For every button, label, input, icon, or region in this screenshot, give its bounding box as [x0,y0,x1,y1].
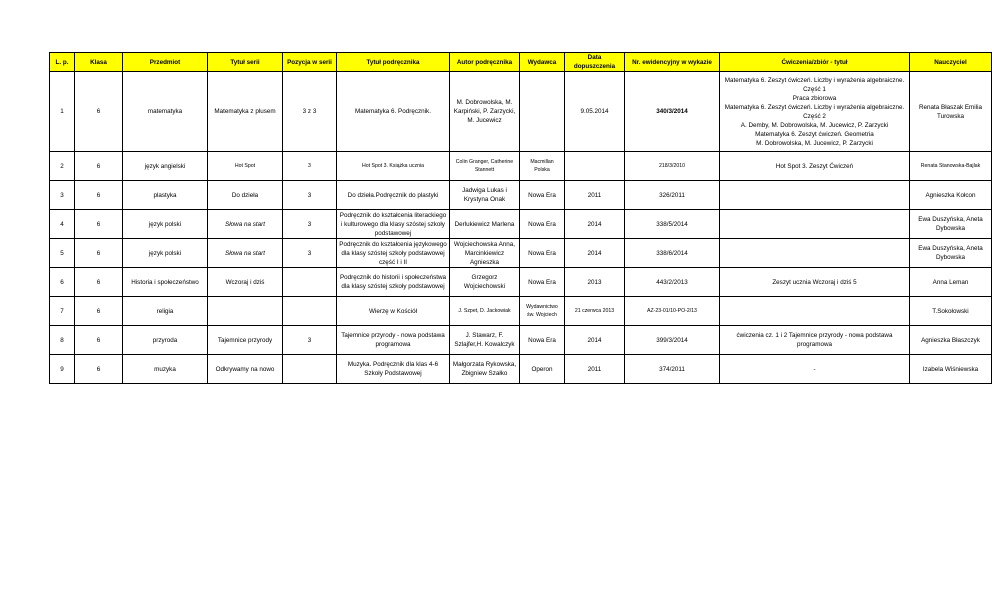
cell-wydawca: Wydawnictwo św. Wojciech [520,297,565,326]
cell-cwiczenia: - [720,355,910,384]
cell-klasa: 6 [75,210,123,239]
cell-lp: 7 [50,297,75,326]
cell-pozycja: 3 [283,326,337,355]
cell-pozycja [283,355,337,384]
cell-autor: Grzegorz Wojciechowski [450,268,520,297]
cell-cwiczenia: Hot Spot 3. Zeszyt Ćwiczeń [720,152,910,181]
cell-autor: Małgorzata Rykowska, Zbigniew Szałko [450,355,520,384]
cell-tytul-serii: Słowa na start [208,210,283,239]
cell-nauczyciel: Anna Leman [910,268,992,297]
cell-lp: 9 [50,355,75,384]
cell-cwiczenia [720,239,910,268]
cell-klasa: 6 [75,72,123,152]
cell-tytul-podrecznika: Hot Spot 3. Książka ucznia [337,152,450,181]
cell-tytul-podrecznika: Muzyka. Podręcznik dla klas 4-6 Szkoły Podstawowej [337,355,450,384]
cell-nauczyciel: Ewa Duszyńska, Aneta Dybowska [910,239,992,268]
cell-data: 2014 [565,239,625,268]
cell-autor: M. Dobrowolska, M. Karpiński, P. Zarzycki, M. Jucewicz [450,72,520,152]
cell-tytul-serii: Wczoraj i dziś [208,268,283,297]
cell-nr-ewidencyjny: 338/6/2014 [625,239,720,268]
table-row [50,268,992,297]
cell-data: 2014 [565,210,625,239]
table-row [50,239,992,268]
cell-wydawca: Macmillan Polska [520,152,565,181]
header-tytul-podrecznika: Tytuł podręcznika [337,53,450,72]
header-autor: Autor podręcznika [450,53,520,72]
table-row [50,72,992,152]
cell-przedmiot: muzyka [123,355,208,384]
cell-cwiczenia: ćwiczenia cz. 1 i 2 Tajemnice przyrody - nowa podstawa programowa [720,326,910,355]
cell-nr-ewidencyjny: 374/2011 [625,355,720,384]
header-przedmiot: Przedmiot [123,53,208,72]
cell-przedmiot: język polski [123,239,208,268]
cell-wydawca: Nowa Era [520,210,565,239]
cell-tytul-serii: Do dzieła [208,181,283,210]
cell-data: 9.05.2014 [565,72,625,152]
cell-nauczyciel: T.Sokołowski [910,297,992,326]
cell-klasa: 6 [75,326,123,355]
cell-klasa: 6 [75,239,123,268]
cell-przedmiot: Historia i społeczeństwo [123,268,208,297]
cell-nr-ewidencyjny: 443/2/2013 [625,268,720,297]
cell-nauczyciel: Agnieszka Kołcon [910,181,992,210]
cell-przedmiot: przyroda [123,326,208,355]
cell-wydawca: Nowa Era [520,268,565,297]
cell-klasa: 6 [75,181,123,210]
table-row [50,297,992,326]
cell-autor: J. Stawarz, F. Szlajfer,H. Kowalczyk [450,326,520,355]
cell-klasa: 6 [75,268,123,297]
cell-nauczyciel: Izabela Wiśniewska [910,355,992,384]
cell-wydawca [520,72,565,152]
cell-cwiczenia [720,297,910,326]
cell-wydawca: Operon [520,355,565,384]
cell-pozycja [283,268,337,297]
cell-pozycja [283,297,337,326]
cell-pozycja: 3 [283,239,337,268]
cell-data [565,152,625,181]
cell-nr-ewidencyjny: 326/2011 [625,181,720,210]
cell-cwiczenia: Zeszyt ucznia Wczoraj i dziś 5 [720,268,910,297]
header-nr-ewidencyjny: Nr. ewidencyjny w wykazie [625,53,720,72]
cell-lp: 4 [50,210,75,239]
cell-lp: 3 [50,181,75,210]
textbook-table [49,52,992,384]
cell-tytul-podrecznika: Wierzę w Kościół [337,297,450,326]
cell-autor: Derlukiewicz Marlena [450,210,520,239]
cell-klasa: 6 [75,152,123,181]
cell-tytul-serii: Tajemnice przyrody [208,326,283,355]
cell-przedmiot: język angielski [123,152,208,181]
table-row [50,326,992,355]
cell-data: 2011 [565,181,625,210]
cell-wydawca: Nowa Era [520,326,565,355]
header-pozycja: Pozycja w serii [283,53,337,72]
cell-data: 2011 [565,355,625,384]
table-row [50,355,992,384]
cell-tytul-podrecznika: Podręcznik do kształcenia literackiego i kulturowego dla klasy szóstej szkoły podstawowej [337,210,450,239]
cell-tytul-podrecznika: Tajemnice przyrody - nowa podstawa programowa [337,326,450,355]
cell-nauczyciel: Agnieszka Błaszczyk [910,326,992,355]
cell-autor: J. Szpet, D. Jackowiak [450,297,520,326]
cell-nauczyciel: Renata Błaszak Emilia Turowska [910,72,992,152]
header-klasa: Klasa [75,53,123,72]
cell-nr-ewidencyjny: 399/3/2014 [625,326,720,355]
cell-wydawca: Nowa Era [520,181,565,210]
cell-lp: 8 [50,326,75,355]
cell-autor: Colin Granger, Catherine Stannett [450,152,520,181]
cell-klasa: 6 [75,297,123,326]
cell-przedmiot: religia [123,297,208,326]
cell-lp: 1 [50,72,75,152]
cell-pozycja: 3 [283,152,337,181]
cell-nr-ewidencyjny: 218/3/2010 [625,152,720,181]
cell-tytul-serii: Słowa na start [208,239,283,268]
cell-cwiczenia: Matematyka 6. Zeszyt ćwiczeń. Liczby i wyrażenia algebraiczne. Część 1 Praca zbiorowa Matematyka 6. Zeszyt ćwiczeń. Liczby i wyrażenia algebraiczne. Część 2 A. Demby, M. Dobrowolska, M. Jucewicz, P. Zarzycki Matematyka 6. Zeszyt ćwiczeń. Geometria M. Dobrowolska, M. Jucewicz, P. Zarzycki [720,72,910,152]
header-nauczyciel: Nauczyciel [910,53,992,72]
cell-lp: 5 [50,239,75,268]
cell-lp: 2 [50,152,75,181]
cell-cwiczenia [720,181,910,210]
header-wydawca: Wydawca [520,53,565,72]
cell-cwiczenia [720,210,910,239]
cell-autor: Jadwiga Lukas i Krystyna Onak [450,181,520,210]
header-cwiczenia: Ćwiczenia/zbiór - tytuł [720,53,910,72]
header-lp: L. p. [50,53,75,72]
table-row [50,210,992,239]
table-row [50,152,992,181]
cell-nr-ewidencyjny: AZ-23-01/10-PO-2/13 [625,297,720,326]
cell-tytul-podrecznika: Matematyka 6. Podręcznik. [337,72,450,152]
cell-nr-ewidencyjny: 338/5/2014 [625,210,720,239]
cell-tytul-serii: Hot Spot [208,152,283,181]
cell-tytul-serii: Odkrywamy na nowo [208,355,283,384]
table-row [50,181,992,210]
cell-tytul-podrecznika: Do dzieła.Podręcznik do plastyki [337,181,450,210]
cell-pozycja: 3 z 3 [283,72,337,152]
cell-nauczyciel: Ewa Duszyńska, Aneta Dybowska [910,210,992,239]
cell-pozycja: 3 [283,181,337,210]
cell-przedmiot: matematyka [123,72,208,152]
cell-tytul-serii [208,297,283,326]
cell-autor: Wojciechowska Anna, Marcinkiewicz Agnieszka [450,239,520,268]
cell-nr-ewidencyjny: 340/3/2014 [625,72,720,152]
cell-wydawca: Nowa Era [520,239,565,268]
cell-klasa: 6 [75,355,123,384]
header-data: Data dopuszczenia [565,53,625,72]
cell-data: 21 czerwca 2013 [565,297,625,326]
header-row [50,53,992,72]
header-tytul-serii: Tytuł serii [208,53,283,72]
cell-przedmiot: plastyka [123,181,208,210]
cell-data: 2013 [565,268,625,297]
cell-pozycja: 3 [283,210,337,239]
cell-data: 2014 [565,326,625,355]
cell-tytul-serii: Matematyka z plusem [208,72,283,152]
cell-tytul-podrecznika: Podręcznik do kształcenia językowego dla klasy szóstej szkoły podstawowej część I i II [337,239,450,268]
cell-przedmiot: język polski [123,210,208,239]
cell-nauczyciel: Renata Stanowska-Bajlak [910,152,992,181]
cell-tytul-podrecznika: Podręcznik do historii i społeczeństwa dla klasy szóstej szkoły podstawowej [337,268,450,297]
cell-lp: 6 [50,268,75,297]
